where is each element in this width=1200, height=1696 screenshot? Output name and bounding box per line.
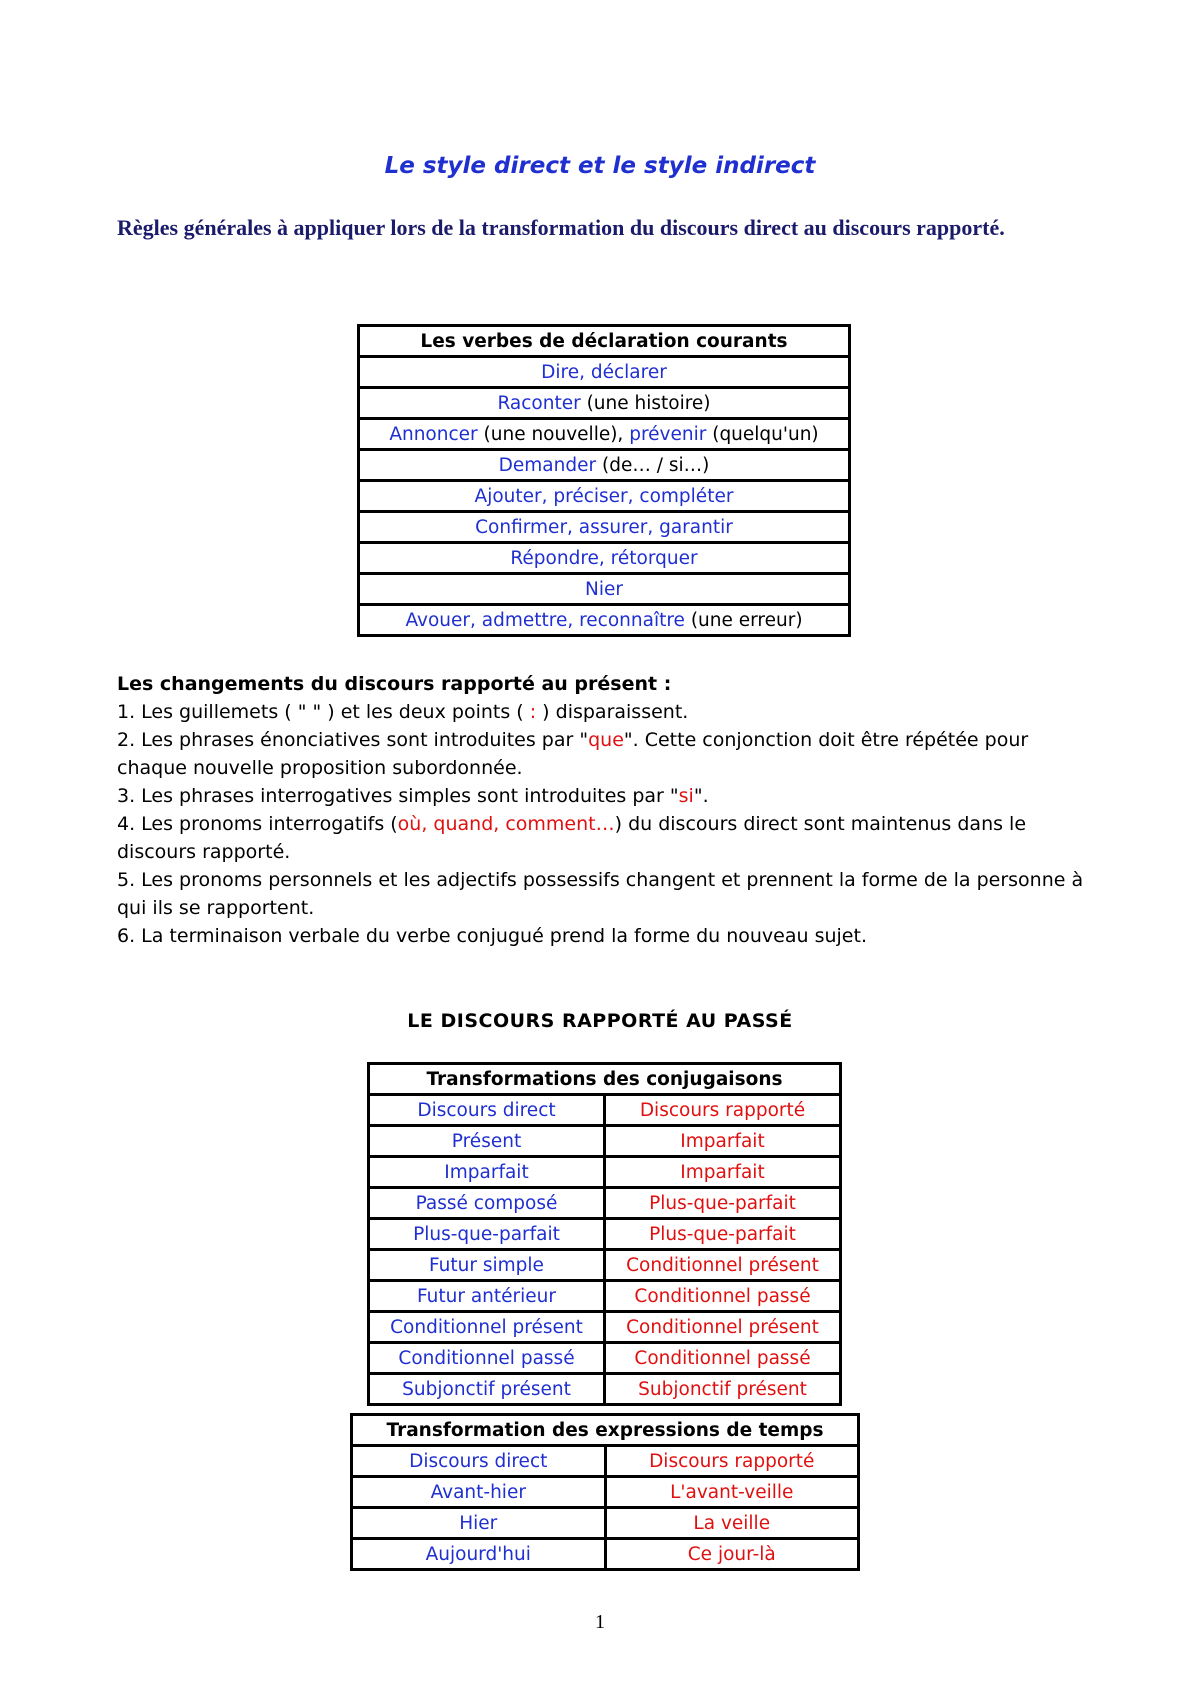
text-segment: ".: [693, 785, 709, 807]
table-row: [369, 1219, 841, 1250]
direct-cell: Futur antérieur: [369, 1281, 605, 1312]
table-header: Transformation des expressions de temps: [352, 1415, 859, 1446]
text-segment: si: [678, 785, 694, 807]
table-row: [352, 1539, 859, 1570]
text-segment: Demander: [498, 454, 597, 476]
text-segment: Dire, déclarer: [541, 361, 667, 383]
text-segment: (une nouvelle),: [477, 423, 630, 445]
direct-cell: Présent: [369, 1126, 605, 1157]
reported-cell: Conditionnel passé: [605, 1343, 841, 1374]
direct-cell: Subjonctif présent: [369, 1374, 605, 1405]
direct-cell: Passé composé: [369, 1188, 605, 1219]
reported-cell: Conditionnel passé: [605, 1281, 841, 1312]
table-row: [369, 1281, 841, 1312]
direct-cell: Conditionnel présent: [369, 1312, 605, 1343]
page-title: Le style direct et le style indirect: [384, 153, 816, 179]
text-segment: que: [588, 729, 624, 751]
text-segment: :: [529, 701, 537, 723]
list-item: [117, 782, 1103, 810]
list-item: [117, 810, 1103, 866]
list-item: [117, 922, 1103, 950]
direct-cell: Aujourd'hui: [352, 1539, 606, 1570]
changes-section: [117, 670, 1103, 950]
table-row: [369, 1312, 841, 1343]
table-row: [369, 1250, 841, 1281]
reported-cell: La veille: [605, 1508, 859, 1539]
changes-heading: Les changements du discours rapporté au présent :: [117, 673, 672, 695]
text-segment: (une erreur): [684, 609, 803, 631]
table-row: [359, 450, 850, 481]
text-segment: Ajouter, préciser, compléter: [474, 485, 734, 507]
text-segment: ) du discours direct sont maintenus dans le discours rapporté.: [117, 813, 1027, 863]
table-row: [359, 543, 850, 574]
reported-cell: Plus-que-parfait: [605, 1188, 841, 1219]
text-segment: Annoncer: [389, 423, 478, 445]
table-row: [352, 1477, 859, 1508]
text-segment: où, quand, comment…: [397, 813, 615, 835]
table-header-row: [359, 326, 850, 357]
direct-cell: Discours direct: [369, 1095, 605, 1126]
direct-cell: Imparfait: [369, 1157, 605, 1188]
reported-cell: Subjonctif présent: [605, 1374, 841, 1405]
rules-heading: Règles générales à appliquer lors de la transformation du discours direct au discours rapporté.: [117, 215, 1005, 240]
changes-list: [117, 698, 1103, 950]
reported-cell: L'avant-veille: [605, 1477, 859, 1508]
text-segment: 3. Les phrases interrogatives simples sont introduites par ": [117, 785, 679, 807]
table-row: [352, 1446, 859, 1477]
time-expressions-table: [350, 1413, 860, 1571]
text-segment: Confirmer, assurer, garantir: [475, 516, 733, 538]
text-segment: prévenir: [629, 423, 707, 445]
section-title-passe: LE DISCOURS RAPPORTÉ AU PASSÉ: [407, 1010, 793, 1032]
direct-cell: Conditionnel passé: [369, 1343, 605, 1374]
text-segment: ". Cette conjonction doit être répétée pour chaque nouvelle proposition subordonnée.: [117, 729, 1029, 779]
table-cell: [359, 388, 850, 419]
text-segment: 5. Les pronoms personnels et les adjectifs possessifs changent et prennent la forme de la personne à qui ils se rapportent.: [117, 869, 1084, 919]
table-row: [359, 512, 850, 543]
text-segment: Raconter: [497, 392, 581, 414]
table-row: [369, 1126, 841, 1157]
table-row: [369, 1095, 841, 1126]
text-segment: (quelqu'un): [706, 423, 819, 445]
text-segment: 6. La terminaison verbale du verbe conjugué prend la forme du nouveau sujet.: [117, 925, 867, 947]
text-segment: Nier: [585, 578, 623, 600]
table-header-row: [369, 1064, 841, 1095]
reported-cell: Conditionnel présent: [605, 1250, 841, 1281]
direct-cell: Hier: [352, 1508, 606, 1539]
table-row: [359, 574, 850, 605]
table-cell: [359, 605, 850, 636]
verbs-table: [357, 324, 851, 637]
table-cell: [359, 357, 850, 388]
text-segment: 1. Les guillemets ( " " ) et les deux points (: [117, 701, 530, 723]
table-cell: [359, 450, 850, 481]
table-header: Transformations des conjugaisons: [369, 1064, 841, 1095]
reported-cell: Discours rapporté: [605, 1095, 841, 1126]
table-cell: [359, 543, 850, 574]
list-item: [117, 698, 1103, 726]
table-cell: [359, 574, 850, 605]
reported-cell: Imparfait: [605, 1157, 841, 1188]
text-segment: 2. Les phrases énonciatives sont introduites par ": [117, 729, 589, 751]
direct-cell: Futur simple: [369, 1250, 605, 1281]
text-segment: ) disparaissent.: [536, 701, 689, 723]
reported-cell: Plus-que-parfait: [605, 1219, 841, 1250]
table-row: [369, 1188, 841, 1219]
table-row: [369, 1343, 841, 1374]
conjugations-table: [367, 1062, 842, 1406]
table-row: [369, 1374, 841, 1405]
direct-cell: Avant-hier: [352, 1477, 606, 1508]
text-segment: 4. Les pronoms interrogatifs (: [117, 813, 398, 835]
text-segment: (de… / si…): [596, 454, 710, 476]
table-row: [359, 419, 850, 450]
list-item: [117, 866, 1103, 922]
text-segment: (une histoire): [580, 392, 711, 414]
table-row: [359, 388, 850, 419]
table-header: Les verbes de déclaration courants: [359, 326, 850, 357]
table-row: [352, 1508, 859, 1539]
text-segment: Avouer, admettre, reconnaître: [405, 609, 685, 631]
text-segment: Répondre, rétorquer: [510, 547, 698, 569]
table-cell: [359, 481, 850, 512]
table-row: [369, 1157, 841, 1188]
table-cell: [359, 419, 850, 450]
table-header-row: [352, 1415, 859, 1446]
list-item: [117, 726, 1103, 782]
table-row: [359, 481, 850, 512]
table-cell: [359, 512, 850, 543]
table-row: [359, 605, 850, 636]
direct-cell: Plus-que-parfait: [369, 1219, 605, 1250]
reported-cell: Conditionnel présent: [605, 1312, 841, 1343]
reported-cell: Discours rapporté: [605, 1446, 859, 1477]
direct-cell: Discours direct: [352, 1446, 606, 1477]
reported-cell: Ce jour-là: [605, 1539, 859, 1570]
page-number: 1: [595, 1611, 605, 1633]
reported-cell: Imparfait: [605, 1126, 841, 1157]
table-row: [359, 357, 850, 388]
